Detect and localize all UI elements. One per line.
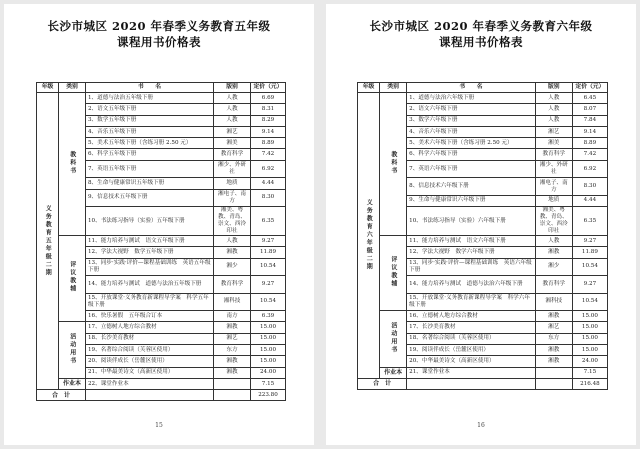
price: 10.54 <box>572 258 607 276</box>
price: 7.15 <box>572 367 607 378</box>
page-title: 长沙市城区 2020 年春季义务教育六年级 <box>369 19 593 33</box>
empty-cell <box>535 378 572 389</box>
page-number: 15 <box>155 422 163 429</box>
price: 9.27 <box>572 236 607 247</box>
price: 4.44 <box>572 195 607 206</box>
book-name: 7、英语六年级下册 <box>407 160 536 178</box>
book-name: 18、长沙美育教材 <box>86 333 214 344</box>
header-row <box>37 83 286 93</box>
price: 8.89 <box>251 138 286 149</box>
publisher: 湘教 <box>214 367 251 378</box>
price: 6.69 <box>251 93 286 104</box>
publisher: 湘教 <box>535 311 572 322</box>
page-grade-6 <box>326 4 636 445</box>
header-price: 定价（元） <box>572 83 607 93</box>
publisher: 人教 <box>214 236 251 247</box>
book-name: 1、道德与法治五年级下册 <box>86 93 214 104</box>
book-name: 21、课堂作业本 <box>407 367 536 378</box>
book-name: 18、名著综合阅读（芙蓉区使用） <box>407 333 536 344</box>
publisher: 教育科学 <box>535 276 572 294</box>
category-label: 作业本 <box>384 368 403 376</box>
table-row <box>37 236 286 247</box>
category-cell <box>59 93 86 236</box>
book-name: 16、快乐暑假 五年级合订本 <box>86 311 214 322</box>
publisher: 人教 <box>535 93 572 104</box>
grade-cell: 义务教育五年级二期 <box>37 93 59 390</box>
page-subtitle: 课程用书价格表 <box>117 35 201 49</box>
table-row <box>358 93 608 104</box>
category-cell <box>59 378 86 389</box>
book-name: 6、科学五年级下册 <box>86 149 214 160</box>
book-name: 19、阅读伴成长（岳麓区使用） <box>407 345 536 356</box>
publisher: 人教 <box>535 236 572 247</box>
publisher: 湘教 <box>214 356 251 367</box>
book-name: 9、信息技术五年级下册 <box>86 189 214 207</box>
table-row <box>358 311 608 322</box>
book-name: 5、美术五年级下册（含练习册 2.50 元） <box>86 138 214 149</box>
publisher: 人教 <box>214 104 251 115</box>
book-name: 2、语文六年级下册 <box>407 104 536 115</box>
price: 15.00 <box>251 322 286 333</box>
total-price: 223.80 <box>251 390 286 401</box>
publisher: 湘教 <box>535 356 572 367</box>
page-grade-5 <box>4 4 314 445</box>
total-row <box>358 378 608 389</box>
category-cell <box>59 236 86 322</box>
publisher: 湘少 <box>535 258 572 276</box>
book-name: 14、能力培养与测试 道德与法治五年级下册 <box>86 276 214 294</box>
publisher: 湘美 <box>535 138 572 149</box>
book-name: 8、生命与健康常识五年级下册 <box>86 178 214 189</box>
header-row <box>358 83 608 93</box>
book-name: 13、同步·实践·评价—课程基础训练 英语五年级下册 <box>86 258 214 276</box>
publisher: 湘少、外研社 <box>535 160 572 178</box>
price: 15.00 <box>572 322 607 333</box>
price: 10.54 <box>251 258 286 276</box>
publisher: 教育科学 <box>214 149 251 160</box>
book-name: 17、立德树人地方综合教材 <box>86 322 214 333</box>
price: 8.30 <box>251 189 286 207</box>
publisher <box>535 367 572 378</box>
price: 4.44 <box>251 178 286 189</box>
publisher: 湘教 <box>214 322 251 333</box>
book-name: 10、书法练习指导（实验）六年级下册 <box>407 207 536 236</box>
book-name: 15、开放课堂·义务教育新课程导学案 科学六年级下册 <box>407 293 536 311</box>
publisher: 湘艺 <box>214 126 251 137</box>
price: 8.30 <box>572 178 607 196</box>
book-name: 13、同步·实践·评价—课程基础训练 英语六年级下册 <box>407 258 536 276</box>
price: 9.27 <box>251 236 286 247</box>
category-cell <box>380 93 407 236</box>
price: 15.00 <box>572 345 607 356</box>
price: 15.00 <box>572 311 607 322</box>
book-name: 4、音乐五年级下册 <box>86 126 214 137</box>
book-name: 21、中华最美诗文（高新区使用） <box>86 367 214 378</box>
price: 15.00 <box>572 333 607 344</box>
price: 9.27 <box>572 276 607 294</box>
category-cell <box>380 311 407 367</box>
price: 6.35 <box>572 207 607 236</box>
publisher: 地质 <box>535 195 572 206</box>
price: 11.89 <box>572 247 607 258</box>
price: 7.84 <box>572 115 607 126</box>
header-grade: 年级 <box>37 83 59 93</box>
header-publisher: 版别 <box>214 83 251 93</box>
price: 6.35 <box>251 207 286 236</box>
publisher: 人教 <box>214 115 251 126</box>
book-name: 10、书法练习指导（实验）五年级下册 <box>86 207 214 236</box>
price: 7.15 <box>251 378 286 389</box>
category-label: 评议教辅 <box>68 261 76 294</box>
book-name: 19、名著综合阅读（芙蓉区使用） <box>86 345 214 356</box>
price-table <box>36 82 286 401</box>
header-price: 定价（元） <box>251 83 286 93</box>
publisher: 湘美、粤教、青岛、崇文、西泠印社 <box>535 207 572 236</box>
book-name: 6、科学六年级下册 <box>407 149 536 160</box>
book-name: 16、立德树人地方综合教材 <box>407 311 536 322</box>
header-category: 类别 <box>59 83 86 93</box>
book-name: 3、数学六年级下册 <box>407 115 536 126</box>
book-name: 12、学法大视野 数学五年级下册 <box>86 247 214 258</box>
empty-cell <box>407 378 536 389</box>
total-label: 合 计 <box>358 378 407 389</box>
book-name: 12、学法大视野 数学六年级下册 <box>407 247 536 258</box>
publisher: 湘少 <box>214 258 251 276</box>
price: 10.54 <box>572 293 607 311</box>
price: 24.00 <box>572 356 607 367</box>
book-name: 11、能力培养与测试 语文六年级下册 <box>407 236 536 247</box>
publisher: 地质 <box>214 178 251 189</box>
total-price: 216.48 <box>572 378 607 389</box>
price: 10.54 <box>251 293 286 311</box>
header-publisher: 版别 <box>535 83 572 93</box>
price: 15.00 <box>251 345 286 356</box>
book-name: 3、数学五年级下册 <box>86 115 214 126</box>
price: 7.42 <box>572 149 607 160</box>
empty-cell <box>86 390 214 401</box>
book-name: 17、长沙美育教材 <box>407 322 536 333</box>
publisher: 人教 <box>214 93 251 104</box>
book-name: 1、道德与法治六年级下册 <box>407 93 536 104</box>
book-name: 20、阅读伴成长（岳麓区使用） <box>86 356 214 367</box>
publisher: 教育科学 <box>214 276 251 294</box>
price: 15.00 <box>251 333 286 344</box>
table-row <box>37 322 286 333</box>
book-name: 22、课堂作业本 <box>86 378 214 389</box>
table-row <box>37 93 286 104</box>
category-cell <box>380 236 407 311</box>
book-name: 11、能力培养与测试 语文五年级下册 <box>86 236 214 247</box>
publisher: 湘艺 <box>535 322 572 333</box>
grade-cell: 义务教育六年级二期 <box>358 93 380 379</box>
publisher: 东方 <box>535 333 572 344</box>
book-name: 8、信息技术六年级下册 <box>407 178 536 196</box>
publisher: 湘艺 <box>535 126 572 137</box>
book-name: 5、美术六年级下册（含练习册 2.50 元） <box>407 138 536 149</box>
publisher: 人教 <box>535 104 572 115</box>
price: 9.14 <box>251 126 286 137</box>
empty-cell <box>214 390 251 401</box>
price: 7.42 <box>251 149 286 160</box>
category-label: 作业本 <box>62 380 81 388</box>
price: 24.00 <box>251 367 286 378</box>
book-name: 7、英语五年级下册 <box>86 160 214 178</box>
publisher: 湘电子、南方 <box>535 178 572 196</box>
book-name: 2、语文五年级下册 <box>86 104 214 115</box>
total-row <box>37 390 286 401</box>
book-name: 15、开放课堂·义务教育新课程导学案 科学五年级下册 <box>86 293 214 311</box>
price: 6.92 <box>572 160 607 178</box>
price: 6.39 <box>251 311 286 322</box>
header-book-name: 书 名 <box>86 83 214 93</box>
publisher: 湘教 <box>535 345 572 356</box>
category-label: 教科书 <box>68 150 76 175</box>
price: 11.89 <box>251 247 286 258</box>
publisher: 东方 <box>214 345 251 356</box>
category-label: 教科书 <box>389 150 397 175</box>
publisher: 湘美 <box>214 138 251 149</box>
page-title: 长沙市城区 2020 年春季义务教育五年级 <box>47 19 271 33</box>
header-book-name: 书 名 <box>407 83 536 93</box>
publisher <box>214 378 251 389</box>
price: 8.31 <box>251 104 286 115</box>
price: 6.92 <box>251 160 286 178</box>
header-grade: 年级 <box>358 83 380 93</box>
book-name: 20、中华最美诗文（高新区使用） <box>407 356 536 367</box>
price: 9.27 <box>251 276 286 294</box>
publisher: 湘艺 <box>214 333 251 344</box>
publisher: 湘少、外研社 <box>214 160 251 178</box>
price: 15.00 <box>251 356 286 367</box>
publisher: 湘美、粤教、青岛、崇文、西泠印社 <box>214 207 251 236</box>
publisher: 湘科技 <box>214 293 251 311</box>
header-category: 类别 <box>380 83 407 93</box>
category-cell <box>380 367 407 378</box>
page-subtitle: 课程用书价格表 <box>439 35 523 49</box>
price: 6.45 <box>572 93 607 104</box>
price: 8.89 <box>572 138 607 149</box>
price-table <box>357 82 608 390</box>
price: 9.14 <box>572 126 607 137</box>
table-row <box>37 378 286 389</box>
book-name: 14、能力培养与测试 道德与法治六年级下册 <box>407 276 536 294</box>
publisher: 湘教 <box>535 247 572 258</box>
category-label: 评议教辅 <box>389 255 397 288</box>
publisher: 湘教 <box>214 247 251 258</box>
table-row <box>358 236 608 247</box>
category-label: 活动用书 <box>389 321 397 354</box>
price: 8.07 <box>572 104 607 115</box>
publisher: 南方 <box>214 311 251 322</box>
book-name: 4、音乐六年级下册 <box>407 126 536 137</box>
total-label: 合 计 <box>37 390 86 401</box>
price: 8.29 <box>251 115 286 126</box>
publisher: 湘电子、南方 <box>214 189 251 207</box>
publisher: 湘科技 <box>535 293 572 311</box>
publisher: 教育科学 <box>535 149 572 160</box>
category-label: 活动用书 <box>68 332 76 365</box>
publisher: 人教 <box>535 115 572 126</box>
table-row <box>358 367 608 378</box>
page-number: 16 <box>477 422 485 429</box>
book-name: 9、生命与健康常识六年级下册 <box>407 195 536 206</box>
category-cell <box>59 322 86 378</box>
